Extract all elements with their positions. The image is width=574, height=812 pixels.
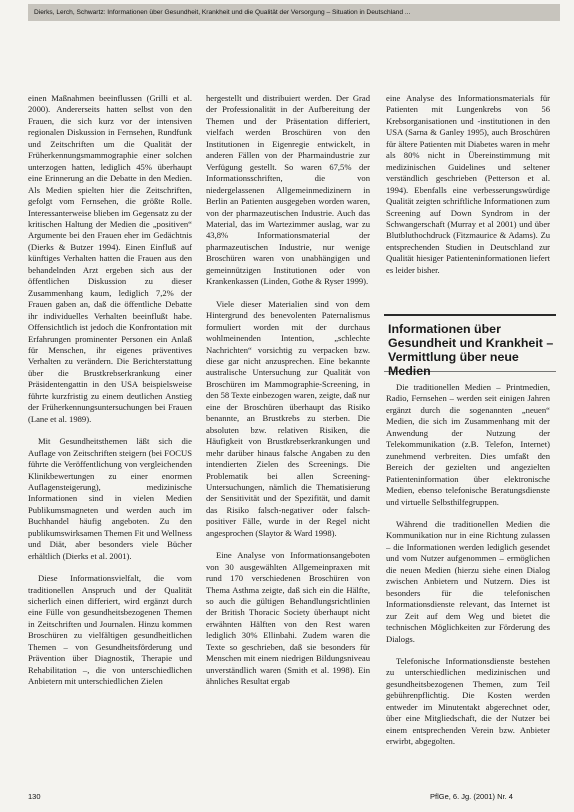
page-number: 130 [28, 792, 41, 801]
section-heading-box [384, 314, 556, 378]
paragraph: Diese Informationsvielfalt, die vom traditionellen Anspruch und der Qualität sicherlich einen differiert, wird ergänzt durch eine Fülle von gesundheitsbezogenen Themen in Zeitschriften und Journalen. Hinzu kommen Broschüren zu vielfältigen gesundheitlichen Themen – von Gesundheitsförderung und Prävention über Diagnostik, Therapie und Rehabilitation –, die von unterschiedlichen Anbietern mit unterschiedlichen Zielen [28, 573, 192, 687]
text-column-3-top [386, 93, 550, 297]
text-column-1 [28, 93, 192, 781]
section-heading: Informationen über Gesundheit und Krankheit – Vermittlung über neue Medien [388, 322, 554, 378]
text-column-2 [206, 93, 370, 781]
paragraph: hergestellt und distribuiert werden. Der Grad der Professionalität in der Aufbereitung der Themen und der Präsentation differiert, vielfach werden Broschüren von den Institutionen in Eigenregie entwickelt, in anderen Fällen von der Pharmaindustrie zur Verfügung gestellt. So waren 67,5% der Informationsschriften, die von niedergelassenen Allgemeinmedizinern in Berlin an Patienten ausgegeben worden waren, von der pharmazeutischen Industrie. Auch das Material, das im Wartezimmer auslag, war zu 43,8% Informationsmaterial der pharmazeutischen Industrie, nur wenige Broschüren waren von unabhängigen und gemeinnützigen Institutionen oder von Krankenkassen (Linden, Gothe & Ryser 1999). [206, 93, 370, 287]
paragraph: einen Maßnahmen beeinflussen (Grilli et al. 2000). Andererseits hatten selbst von den Frauen, die sich kurz vor der intensiven regionalen Diskussion in Fernsehen, Rundfunk und Zeitschriften um die Qualität der Früherkennungsmammographie einer solchen unterzogen hatten, lediglich 45% überhaupt eine Erinnerung an die Debatte in den Medien. Als Medien spielten hier die Zeitschriften, gefolgt vom Fernsehen, die größte Rolle. Interessanterweise blieben im Gegensatz zu der kritischen Haltung der Medien die „positiven“ Argumente bei den Frauen eher im Gedächtnis (Dierks & Butzer 1994). Einen Einfluß auf künftiges Verhalten hatten die Frauen aus den behandelnden Arzt ergeben sich aus der öffentlichen Diskussion zu dieser Zusammenhang kaum, lediglich 7,2% der Frauen gaben an, daß die öffentliche Debatte ihr individuelles Verhalten beeinflußt habe. Offensichtlich ist jedoch die Konfrontation mit Erfahrungen prominenter Personen ein Anlaß für Menschen, ihr eigenes präventives Verhalten zu verändern. Die Berichterstattung über die Brustkrebserkrankung einer Präsidentengattin in den USA beispielsweise führte kurzfristig zu einem deutlichen Anstieg der Früherkennungsuntersuchungen bei Frauen (Lane et al. 1989). [28, 93, 192, 424]
paragraph: Während die traditionellen Medien die Kommunikation nur in eine Richtung zulassen – die Informationen werden lediglich gesendet und vom Nutzer aufgenommen – ermöglichen die neuen Medien (hierzu siehe einen Dialog zwischen Anbietern und Nutzern. Dies ist besonders für die telefonischen Informationsdienste relevant, das Internet ist zur Zeit auf dem Weg und bietet die technischen Möglichkeiten zur Förderung des Dialogs. [386, 518, 550, 644]
paragraph: Die traditionellen Medien – Printmedien, Radio, Fernsehen – werden seit einigen Jahren ergänzt durch die sogenannten „neuen“ Medien, die sich im Zusammenhang mit der Anwendung der Nutzung der Telekommunikation (z.B. Telefon, Internet) zunehmend verbreiten. Dies umfaßt den Bereich der gezielten und angezielten Patienteninformation über elektronische Medien, ebenso telefonische Beratungsdienste und virtuelle Selbsthilfegruppen. [386, 382, 550, 507]
paragraph: eine Analyse des Informationsmaterials für Patienten mit Lungenkrebs von 56 Krebsorganisationen und -institutionen in den USA (Sarna & Ganley 1995), auch Broschüren für ältere Patienten mit Diabetes waren in mehr als 80% nicht in Übereinstimmung mit medizinischen Guidelines und seltener verständlich geschrieben (Petterson et al. 1994). Ebenfalls eine verbesserungswürdige Qualität zeigten schriftliche Informationen zum Screening auf Down Syndrom in der Schwangerschaft (Murray et al 2001) und über Blutbluthochdruck (Fitzmaurice & Adams). Zu entsprechenden Studien in Deutschland zur Qualität hiesiger Patienteninformationen liefert es leider bisher. [386, 93, 550, 275]
paragraph: Telefonische Informationsdienste bestehen zu unterschiedlichen medizinischen und gesundheitsbezogenen Themen, zum Teil gebührenpflichtig. Die Kosten werden entweder im Minutentakt abgerechnet oder, über eine Mitgliedschaft, die der Nutzer bei einem entsprechenden Verein bzw. Anbieter erwirbt, abgegolten. [386, 655, 550, 747]
journal-citation: PflGe, 6. Jg. (2001) Nr. 4 [430, 792, 513, 801]
paragraph: Eine Analyse von Informationsangeboten von 30 ausgewählten Allgemeinpraxen mit rund 170 verschiedenen Broschüren von Thema Asthma zeigte, daß sich ein die Hälfte, so auch die gültigen Behandlungsrichtlinien der British Thoracic Society überhaupt nicht erwähnten Hälften von den Rest waren lediglich 30% Ellinbahi. Zudem waren die Texte so geschrieben, daß sie besonders für Menschen mit einem niedrigen Bildungsniveau unverständlich waren (Smith et al. 1998). Ein ähnliches Resultat ergab [206, 550, 370, 687]
paragraph: Viele dieser Materialien sind von dem Hintergrund des benevolenten Paternalismus formuliert worden mit der durchaus wohlmeinenden Intention, „schlechte Nachrichten“ vorsichtig zu verpacken bzw. diese gar nicht anzusprechen. Eine bekannte australische Untersuchung zur Qualität von Broschüren im Mammographie-Screening, in den 58 Texte einbezogen waren, zeigte, daß nur eine der Broschüren überhaupt das Risiko benannte, an Brustkrebs zu sterben. Die absoluten bzw. relativen Risiken, die Häufigkeit von Brustkrebserkrankungen und mehr darüber hinaus falsche Angaben zu den intendierten Zielen des Screenings. Die Problematik bei allen Screening-Untersuchungen, nämlich die Thematisierung der Sensitivität und der Spezifität, und damit das Risiko falsch-negativer oder falsch-positiver Fälle, wurde in der Regel nicht angesprochen (Slaytor & Ward 1998). [206, 298, 370, 538]
running-title: Dierks, Lerch, Schwartz: Informationen über Gesundheit, Krankheit und die Qualität der Versorgung – Situation in Deutschland ... [34, 9, 411, 16]
paragraph: Mit Gesundheitsthemen läßt sich die Auflage von Zeitschriften steigern (bei FOCUS führte die Veröffentlichung von vergleichenden Klinikbewertungen zu einer enormen Auflagensteigerung), medizinische Informationen sind in vielen Medien Publikumsmagneten und werden auch im Buchhandel häufig angeboten. Zu den publikumswirksamen Themen Fit und Wellness und Diät, aber besonders viele Bücher erhältlich (Dierks et al. 2001). [28, 436, 192, 561]
text-column-3-bottom [386, 382, 550, 781]
running-header [28, 4, 560, 21]
